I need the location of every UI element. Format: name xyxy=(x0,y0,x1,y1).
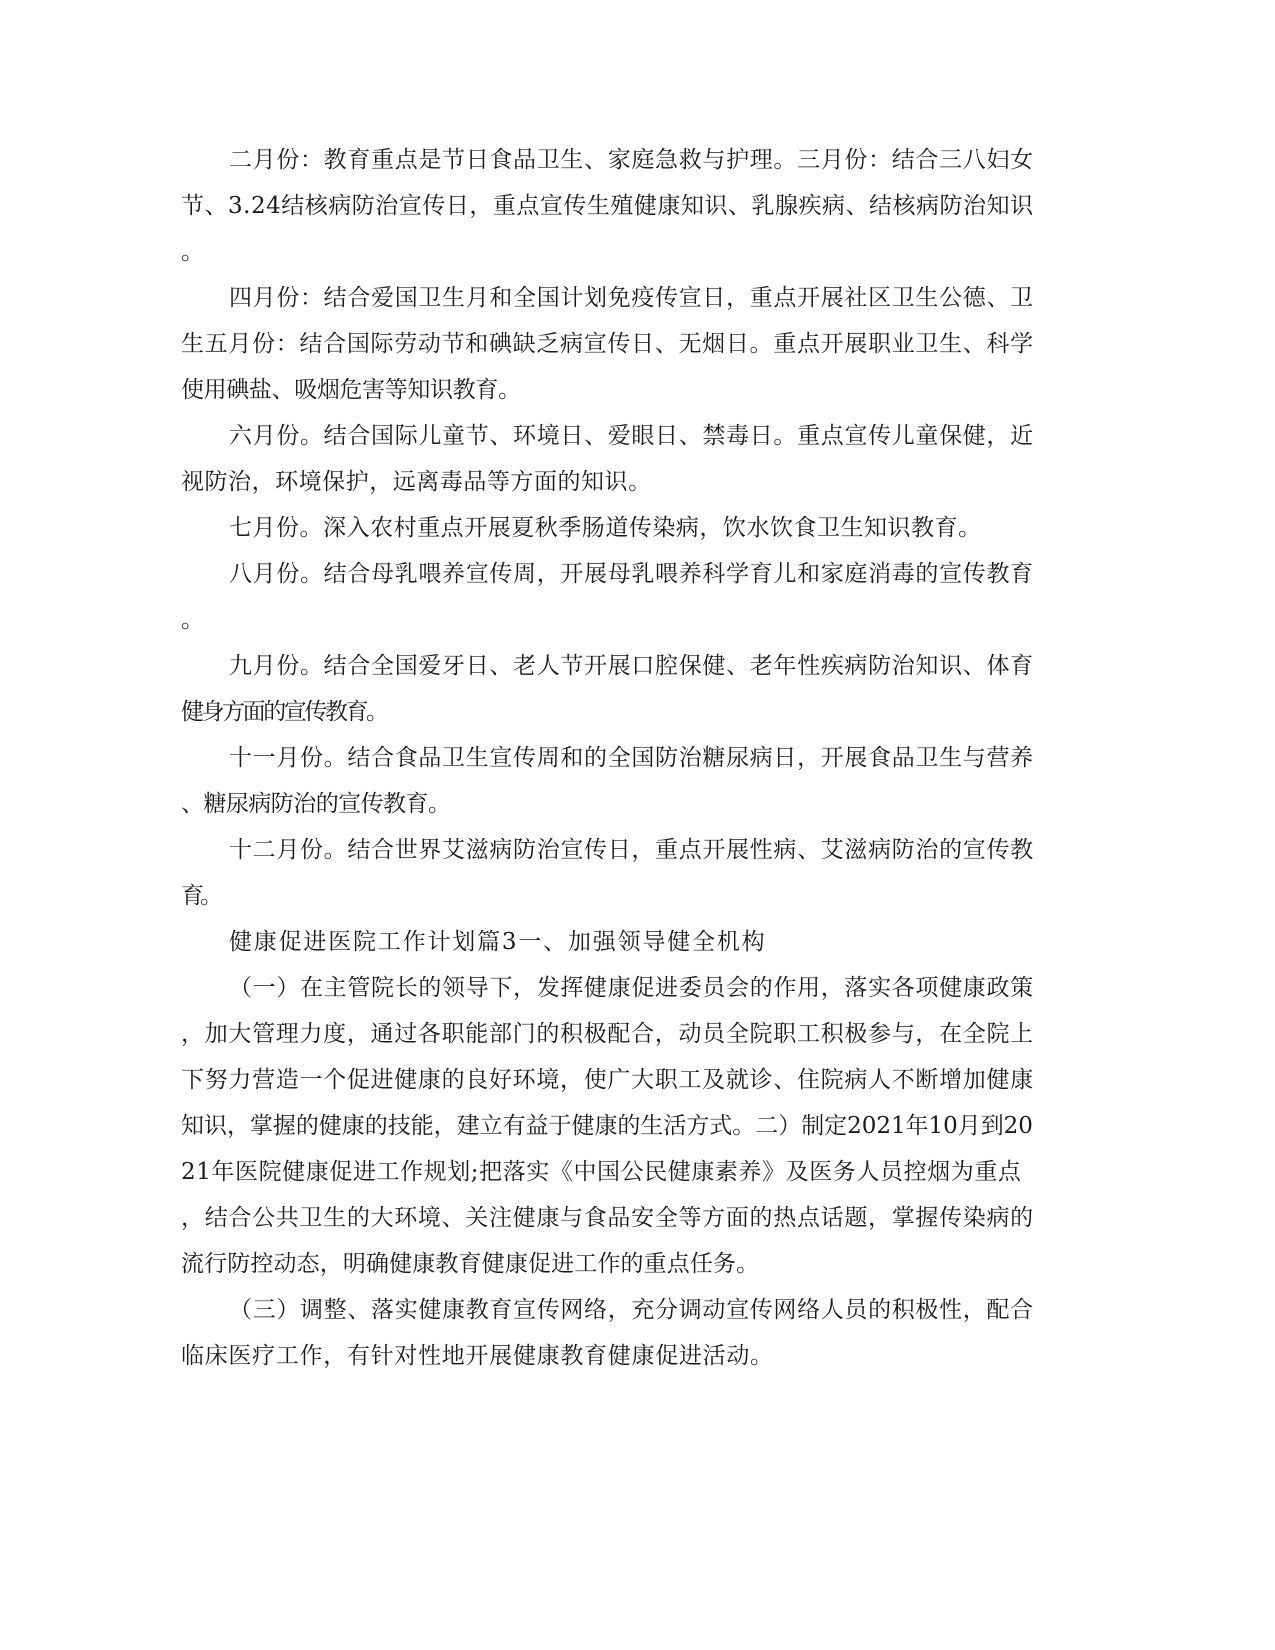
text-line: 七月份。深入农村重点开展夏秋季肠道传染病，饮水饮食卫生知识教育。 xyxy=(229,515,982,541)
text-line: 节、3.24结核病防治宣传日，重点宣传生殖健康知识、乳腺疾病、结核病防治知识 xyxy=(181,193,1034,219)
text-line: 知识，掌握的健康的技能，建立有益于健康的生活方式。二）制定2021年10月到20 xyxy=(181,1113,1033,1139)
text-line: （三）调整、落实健康教育宣传网络，充分调动宣传网络人员的积极性，配合 xyxy=(229,1297,1034,1323)
text-line: 十一月份。结合食品卫生宣传周和的全国防治糖尿病日，开展食品卫生与营养 xyxy=(229,745,1034,771)
text-line: 育。 xyxy=(181,883,219,909)
text-line: （一）在主管院长的领导下，发挥健康促进委员会的作用，落实各项健康政策 xyxy=(229,975,1034,1001)
text-line: 四月份：结合爱国卫生月和全国计划免疫传宣日，重点开展社区卫生公德、卫 xyxy=(229,285,1034,311)
text-line: 流行防控动态，明确健康教育健康促进工作的重点任务。 xyxy=(181,1251,760,1277)
text-line: 健身方面的宣传教育。 xyxy=(181,699,387,725)
text-line: ，加大管理力度，通过各职能部门的积极配合，动员全院职工积极参与，在全院上 xyxy=(181,1021,1034,1047)
text-line: 、糖尿病防治的宣传教育。 xyxy=(181,791,451,817)
text-line: 21年医院健康促进工作规划;把落实《中国公民健康素养》及医务人员控烟为重点 xyxy=(181,1159,1022,1185)
text-line: 下努力营造一个促进健康的良好环境，使广大职工及就诊、住院病人不断增加健康 xyxy=(181,1067,1034,1093)
text-line: 健康促进医院工作计划篇3一、加强领导健全机构 xyxy=(229,929,767,955)
text-line: 六月份。结合国际儿童节、环境日、爱眼日、禁毒日。重点宣传儿童保健，近 xyxy=(229,423,1034,449)
text-line: 。 xyxy=(181,607,205,633)
text-line: 九月份。结合全国爱牙日、老人节开展口腔保健、老年性疾病防治知识、体育 xyxy=(229,653,1034,679)
text-line: 使用碘盐、吸烟危害等知识教育。 xyxy=(181,377,521,403)
text-line: 十二月份。结合世界艾滋病防治宣传日，重点开展性病、艾滋病防治的宣传教 xyxy=(229,837,1034,863)
text-line: 视防治，环境保护，远离毒品等方面的知识。 xyxy=(181,469,652,495)
text-line: 二月份：教育重点是节日食品卫生、家庭急救与护理。三月份：结合三八妇女 xyxy=(229,147,1034,173)
text-line: 临床医疗工作，有针对性地开展健康教育健康促进活动。 xyxy=(181,1343,774,1369)
text-line: ，结合公共卫生的大环境、关注健康与食品安全等方面的热点话题，掌握传染病的 xyxy=(181,1205,1034,1231)
text-line: 。 xyxy=(181,239,205,265)
text-line: 生五月份：结合国际劳动节和碘缺乏病宣传日、无烟日。重点开展职业卫生、科学 xyxy=(181,331,1034,357)
text-line: 八月份。结合母乳喂养宣传周，开展母乳喂养科学育儿和家庭消毒的宣传教育 xyxy=(229,561,1034,587)
